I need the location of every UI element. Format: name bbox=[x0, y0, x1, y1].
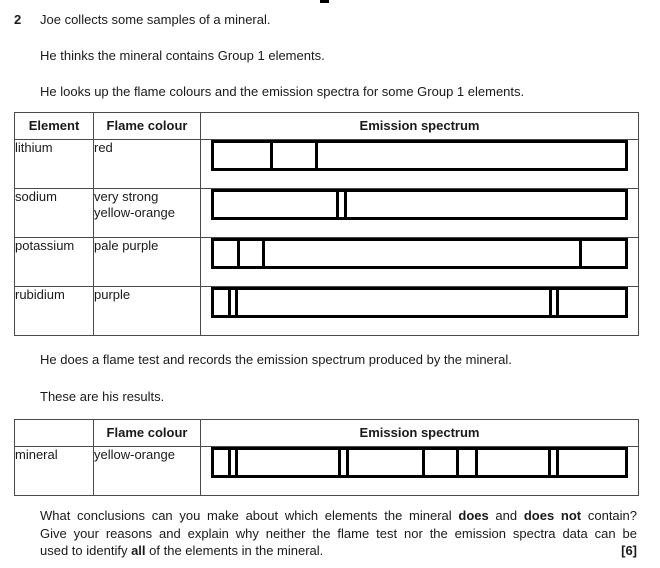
spectrum-line bbox=[556, 450, 559, 475]
spectrum-line bbox=[235, 290, 238, 315]
question-number: 2 bbox=[14, 12, 22, 27]
table-row-sodium bbox=[15, 189, 639, 238]
element-name-mineral: mineral bbox=[15, 447, 94, 496]
question-line-3-text bbox=[40, 543, 323, 558]
table-row-mineral bbox=[15, 447, 639, 496]
column-header-flame-colour: Flame colour bbox=[94, 113, 201, 140]
mid-line-1: He does a flame test and records the emission spectrum produced by the mineral. bbox=[40, 352, 512, 367]
cropped-header-artifact bbox=[320, 0, 329, 3]
table-row-rubidium bbox=[15, 287, 639, 336]
intro-line-2: He thinks the mineral contains Group 1 elements. bbox=[40, 48, 325, 63]
spectrum-line bbox=[344, 192, 347, 217]
column-header-element: Element bbox=[15, 113, 94, 140]
spectrum-line bbox=[549, 290, 552, 315]
spectrum-line bbox=[237, 241, 240, 266]
spectrum-line bbox=[315, 143, 318, 168]
spectrum-line bbox=[475, 450, 478, 475]
spectrum-line bbox=[228, 290, 231, 315]
emission-spectrum-rubidium bbox=[211, 287, 628, 318]
question-line-3 bbox=[40, 542, 637, 560]
element-name-potassium: potassium bbox=[15, 238, 94, 287]
table-row-potassium bbox=[15, 238, 639, 287]
emission-spectrum-sodium bbox=[211, 189, 628, 220]
flame-colour-sodium: very strong yellow-orange bbox=[94, 189, 201, 238]
emission-spectrum-mineral bbox=[211, 447, 628, 478]
text-run: Give your reasons and explain why neither the flame test nor the emission spectra data can be bbox=[40, 525, 637, 541]
emission-spectrum-lithium bbox=[211, 140, 628, 171]
table-row-lithium bbox=[15, 140, 639, 189]
mid-line-2: These are his results. bbox=[40, 389, 165, 404]
spectrum-line bbox=[346, 450, 349, 475]
emission-spectrum-potassium bbox=[211, 238, 628, 269]
question-line-1 bbox=[40, 507, 637, 525]
spectrum-line bbox=[338, 450, 341, 475]
spectrum-line bbox=[422, 450, 425, 475]
spectrum-line bbox=[579, 241, 582, 266]
flame-colour-rubidium: purple bbox=[94, 287, 201, 336]
reference-table-header-row bbox=[15, 113, 639, 140]
intro-line-3: He looks up the flame colours and the emission spectra for some Group 1 elements. bbox=[40, 84, 525, 99]
bold-text-run: does not bbox=[523, 508, 582, 523]
element-name-sodium: sodium bbox=[15, 189, 94, 238]
element-name-rubidium: rubidium bbox=[15, 287, 94, 336]
flame-colour-potassium: pale purple bbox=[94, 238, 201, 287]
text-run: contain? bbox=[581, 508, 638, 523]
bold-text-run: all bbox=[131, 543, 146, 558]
bold-text-run: does bbox=[458, 508, 489, 523]
intro-line-1: Joe collects some samples of a mineral. bbox=[40, 12, 271, 27]
question-line-2 bbox=[40, 525, 637, 543]
spectrum-line bbox=[235, 450, 238, 475]
spectrum-line bbox=[228, 450, 231, 475]
column-header-emission-spectrum: Emission spectrum bbox=[201, 113, 639, 140]
spectrum-line bbox=[456, 450, 459, 475]
spectrum-line bbox=[270, 143, 273, 168]
text-run: What conclusions can you make about which elements the mineral bbox=[40, 508, 459, 523]
spectrum-line bbox=[548, 450, 551, 475]
flame-colour-lithium: red bbox=[94, 140, 201, 189]
spectrum-line bbox=[556, 290, 559, 315]
spectrum-line bbox=[336, 192, 339, 217]
results-column-header-flame-colour: Flame colour bbox=[94, 420, 201, 447]
spectrum-line bbox=[262, 241, 265, 266]
text-run: and bbox=[488, 508, 524, 523]
results-header-empty-cell bbox=[15, 420, 94, 447]
text-run: of the elements in the mineral. bbox=[145, 543, 324, 558]
results-table-header-row bbox=[15, 420, 639, 447]
flame-colour-mineral: yellow-orange bbox=[94, 447, 201, 496]
question-text bbox=[40, 507, 637, 560]
text-run: used to identify bbox=[40, 543, 132, 558]
reference-table bbox=[14, 112, 639, 336]
element-name-lithium: lithium bbox=[15, 140, 94, 189]
marks-badge: [6] bbox=[621, 543, 637, 558]
results-column-header-emission-spectrum: Emission spectrum bbox=[201, 420, 639, 447]
results-table bbox=[14, 419, 639, 496]
